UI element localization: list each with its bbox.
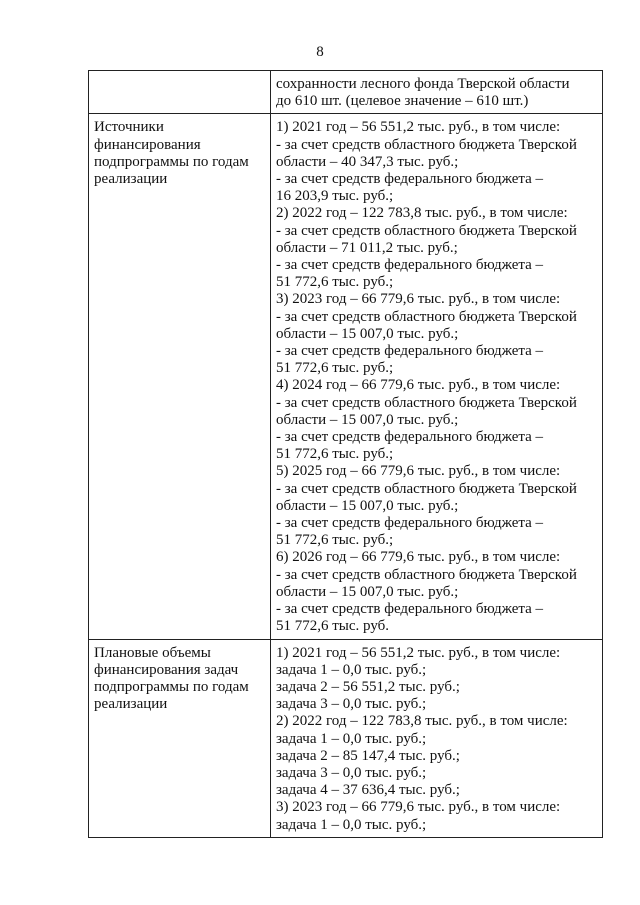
content-line: 2) 2022 год – 122 783,8 тыс. руб., в том числе: <box>276 205 568 222</box>
content-line: - за счет средств областного бюджета Тверской <box>276 394 577 411</box>
label-line: подпрограммы по годам <box>94 153 249 170</box>
content-line: задача 4 – 37 636,4 тыс. руб.; <box>276 782 460 799</box>
content-line: 1) 2021 год – 56 551,2 тыс. руб., в том числе: <box>276 119 561 136</box>
content-line: области – 15 007,0 тыс. руб.; <box>276 583 459 600</box>
table-row <box>89 639 603 837</box>
content-line: 3) 2023 год – 66 779,6 тыс. руб., в том числе: <box>276 291 561 308</box>
content-line: - за счет средств областного бюджета Тверской <box>276 308 577 325</box>
row-content-cell <box>271 71 603 114</box>
content-line: 1) 2021 год – 56 551,2 тыс. руб., в том числе: <box>276 644 561 661</box>
row-content-cell <box>271 114 603 639</box>
content-line: 16 203,9 тыс. руб.; <box>276 188 394 205</box>
content-line: сохранности лесного фонда Тверской области <box>276 76 570 92</box>
table-row <box>89 71 603 114</box>
label-line: Источники <box>94 119 164 136</box>
content-line: задача 1 – 0,0 тыс. руб.; <box>276 661 427 678</box>
content-line: задача 2 – 56 551,2 тыс. руб.; <box>276 678 460 695</box>
content-line: 4) 2024 год – 66 779,6 тыс. руб., в том числе: <box>276 377 561 394</box>
label-line: реализации <box>94 696 168 713</box>
row-content-cell <box>271 639 603 837</box>
passport-table <box>88 70 603 838</box>
row-label-cell <box>89 639 271 837</box>
content-line: задача 3 – 0,0 тыс. руб.; <box>276 764 427 781</box>
row-label-cell <box>89 71 271 114</box>
content-line: - за счет средств федерального бюджета – <box>276 343 544 360</box>
content-line: до 610 шт. (целевое значение – 610 шт.) <box>276 93 529 110</box>
label-line: реализации <box>94 171 168 188</box>
content-line: 51 772,6 тыс. руб.; <box>276 446 394 463</box>
content-line: - за счет средств федерального бюджета – <box>276 257 544 274</box>
content-line: области – 15 007,0 тыс. руб.; <box>276 497 459 514</box>
content-line: области – 71 011,2 тыс. руб.; <box>276 239 458 256</box>
content-line: 51 772,6 тыс. руб.; <box>276 532 394 549</box>
content-line: - за счет средств областного бюджета Тверской <box>276 222 577 239</box>
content-line: - за счет средств федерального бюджета – <box>276 601 544 618</box>
content-line: задача 1 – 0,0 тыс. руб.; <box>276 816 427 833</box>
content-line: 51 772,6 тыс. руб.; <box>276 274 394 291</box>
page-number: 8 <box>316 44 324 60</box>
content-line: 2) 2022 год – 122 783,8 тыс. руб., в том числе: <box>276 713 568 730</box>
content-line: задача 1 – 0,0 тыс. руб.; <box>276 730 427 747</box>
content-line: 51 772,6 тыс. руб.; <box>276 360 394 377</box>
content-line: - за счет средств федерального бюджета – <box>276 429 544 446</box>
content-line: области – 40 347,3 тыс. руб.; <box>276 153 459 170</box>
content-line: задача 3 – 0,0 тыс. руб.; <box>276 696 427 713</box>
content-line: - за счет средств федерального бюджета – <box>276 515 544 532</box>
content-line: области – 15 007,0 тыс. руб.; <box>276 325 459 342</box>
label-line: финансирования <box>94 136 201 153</box>
content-line: 5) 2025 год – 66 779,6 тыс. руб., в том числе: <box>276 463 561 480</box>
content-line: задача 2 – 85 147,4 тыс. руб.; <box>276 747 460 764</box>
content-line: - за счет средств областного бюджета Тверской <box>276 480 577 497</box>
content-line: 6) 2026 год – 66 779,6 тыс. руб., в том числе: <box>276 549 561 566</box>
content-line: 3) 2023 год – 66 779,6 тыс. руб., в том числе: <box>276 799 561 816</box>
row-label-cell <box>89 114 271 639</box>
content-line: - за счет средств областного бюджета Тверской <box>276 566 577 583</box>
label-line: подпрограммы по годам <box>94 678 249 695</box>
content-line: области – 15 007,0 тыс. руб.; <box>276 411 459 428</box>
label-line: Плановые объемы <box>94 644 211 661</box>
content-line: - за счет средств федерального бюджета – <box>276 171 544 188</box>
content-line: 51 772,6 тыс. руб. <box>276 618 390 635</box>
label-line: финансирования задач <box>94 661 239 678</box>
table-row <box>89 114 603 639</box>
content-line: - за счет средств областного бюджета Тверской <box>276 136 577 153</box>
